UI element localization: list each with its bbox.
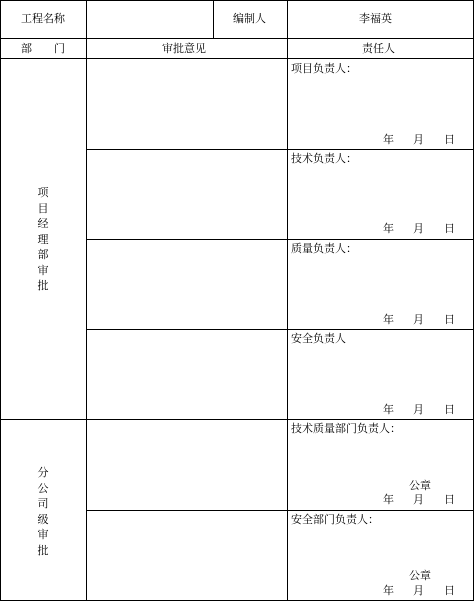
official-seal-label: 公章: [409, 479, 431, 492]
rule-top: [0, 0, 474, 1]
section-title-branch-company: [0, 465, 86, 558]
section-title-char: 部: [37, 248, 49, 261]
column-header-responsible: 责任人: [362, 42, 395, 55]
rule-col3: [287, 0, 288, 601]
date-day: 日: [444, 222, 455, 235]
date-day: 日: [444, 313, 455, 326]
rule-row1-bottom: [86, 149, 474, 150]
date-day: 日: [444, 584, 455, 597]
date-year: 年: [383, 133, 394, 146]
section-title-char: 经: [37, 217, 49, 230]
responsible-label: 技术负责人：: [291, 152, 357, 165]
date-day: 日: [444, 133, 455, 146]
rule-col2-header: [213, 0, 214, 38]
date-month: 月: [413, 222, 424, 235]
section-title-char: 公: [37, 481, 49, 495]
date-day: 日: [444, 493, 455, 506]
section-title-char: 级: [37, 512, 49, 526]
date-month: 月: [413, 313, 424, 326]
rule-row5-bottom: [86, 510, 474, 511]
date-year: 年: [383, 313, 394, 326]
section-title-project-dept: [0, 185, 86, 294]
rule-section-divider: [0, 419, 474, 420]
section-title-char: 理: [37, 232, 49, 246]
date-year: 年: [383, 222, 394, 235]
official-seal-label: 公章: [409, 569, 431, 582]
responsible-label: 安全部门负责人：: [291, 513, 379, 526]
rule-row3-bottom: [86, 329, 474, 330]
section-title-char: 批: [37, 279, 49, 292]
date-year: 年: [383, 493, 394, 506]
responsible-label: 技术质量部门负责人：: [291, 422, 401, 435]
responsible-label: 安全负责人: [291, 332, 346, 345]
compiler-value: 李福英: [359, 12, 392, 25]
date-month: 月: [413, 133, 424, 146]
project-name-label: 工程名称: [21, 12, 65, 25]
column-header-opinion: 审批意见: [162, 42, 206, 55]
date-day: 日: [444, 403, 455, 416]
section-title-char: 目: [37, 201, 49, 215]
section-title-char: 分: [37, 466, 49, 479]
rule-colheader-bottom: [0, 58, 474, 59]
date-year: 年: [383, 403, 394, 416]
responsible-label: 项目负责人：: [291, 62, 357, 75]
rule-row2-bottom: [86, 239, 474, 240]
date-month: 月: [413, 584, 424, 597]
responsible-label: 质量负责人：: [291, 242, 357, 255]
rule-col1: [86, 0, 87, 601]
column-header-department: 部 门: [21, 42, 65, 55]
compiler-label: 编制人: [233, 12, 266, 25]
section-title-char: 审: [37, 263, 49, 277]
section-title-char: 司: [37, 497, 49, 510]
date-month: 月: [413, 403, 424, 416]
date-year: 年: [383, 584, 394, 597]
rule-header-bottom: [0, 38, 474, 39]
section-title-char: 项: [37, 186, 49, 199]
section-title-char: 批: [37, 543, 49, 557]
section-title-char: 审: [37, 528, 49, 541]
date-month: 月: [413, 493, 424, 506]
